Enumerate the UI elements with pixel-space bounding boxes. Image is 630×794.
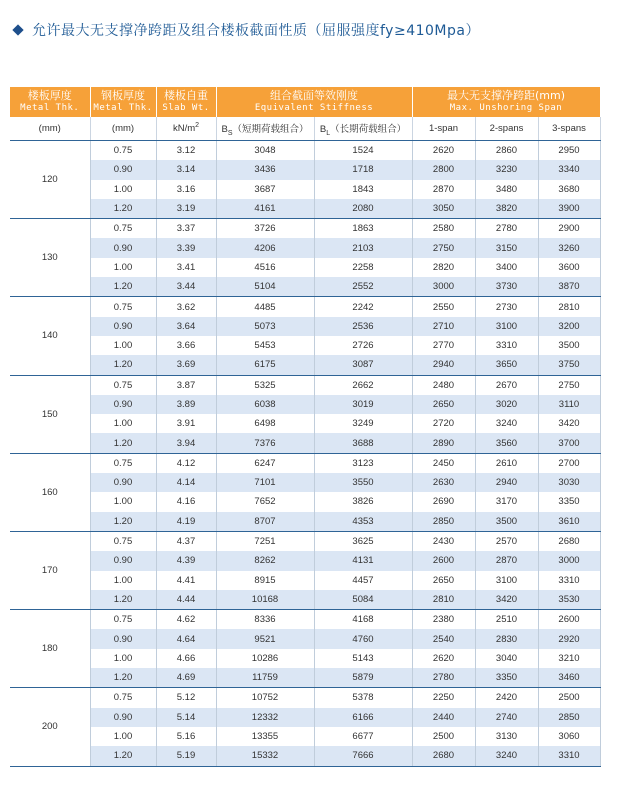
table-row	[10, 277, 600, 297]
span-2-cell: 3100	[475, 317, 538, 336]
unit-slab-thickness: (mm)	[10, 117, 90, 141]
span-1-cell: 2750	[412, 238, 475, 257]
table-row	[10, 336, 600, 355]
span-3-cell: 3350	[538, 492, 600, 511]
span-1-cell: 3050	[412, 199, 475, 219]
metal-thickness-cell: 1.00	[90, 727, 156, 746]
slab-weight-cell: 5.14	[156, 708, 216, 727]
table-row	[10, 590, 600, 610]
span-2-cell: 3730	[475, 277, 538, 297]
bs-stiffness-cell: 7376	[216, 433, 314, 453]
bs-stiffness-cell: 15332	[216, 746, 314, 766]
slab-weight-cell: 3.91	[156, 414, 216, 433]
slab-weight-cell: 3.16	[156, 180, 216, 199]
span-1-cell: 2620	[412, 649, 475, 668]
span-3-cell: 3700	[538, 433, 600, 453]
span-3-cell: 3750	[538, 355, 600, 375]
bl-stiffness-cell: 2552	[314, 277, 412, 297]
span-2-cell: 3560	[475, 433, 538, 453]
properties-table	[10, 87, 601, 767]
bl-stiffness-cell: 5143	[314, 649, 412, 668]
bs-stiffness-cell: 3726	[216, 219, 314, 239]
span-1-cell: 2810	[412, 590, 475, 610]
table-row	[10, 219, 600, 239]
span-3-cell: 3460	[538, 668, 600, 688]
metal-thickness-cell: 0.75	[90, 297, 156, 317]
span-1-cell: 2430	[412, 531, 475, 551]
metal-thickness-cell: 0.75	[90, 141, 156, 161]
span-3-cell: 2950	[538, 141, 600, 161]
bl-stiffness-cell: 5879	[314, 668, 412, 688]
bs-stiffness-cell: 3436	[216, 160, 314, 179]
slab-weight-cell: 4.14	[156, 473, 216, 492]
span-2-cell: 3100	[475, 571, 538, 590]
col-metal-thickness: 钢板厚度 Metal Thk.	[90, 87, 156, 117]
slab-weight-cell: 5.19	[156, 746, 216, 766]
span-2-cell: 3420	[475, 590, 538, 610]
span-3-cell: 2680	[538, 531, 600, 551]
span-1-cell: 2620	[412, 141, 475, 161]
bs-stiffness-cell: 6038	[216, 395, 314, 414]
span-2-cell: 3310	[475, 336, 538, 355]
bs-stiffness-cell: 5325	[216, 375, 314, 395]
table-body	[10, 141, 600, 767]
table-row	[10, 610, 600, 630]
bl-stiffness-cell: 3550	[314, 473, 412, 492]
slab-weight-cell: 3.12	[156, 141, 216, 161]
slab-weight-cell: 4.66	[156, 649, 216, 668]
table-row	[10, 629, 600, 648]
table-row	[10, 375, 600, 395]
span-2-cell: 3040	[475, 649, 538, 668]
slab-weight-cell: 5.12	[156, 688, 216, 708]
span-3-cell: 3610	[538, 512, 600, 532]
slab-weight-cell: 3.66	[156, 336, 216, 355]
metal-thickness-cell: 0.90	[90, 551, 156, 570]
span-2-cell: 3230	[475, 160, 538, 179]
span-2-cell: 2510	[475, 610, 538, 630]
metal-thickness-cell: 1.20	[90, 355, 156, 375]
span-1-cell: 2440	[412, 708, 475, 727]
bl-stiffness-cell: 4457	[314, 571, 412, 590]
table-row	[10, 708, 600, 727]
bl-stiffness-cell: 5084	[314, 590, 412, 610]
span-2-cell: 3130	[475, 727, 538, 746]
metal-thickness-cell: 0.75	[90, 375, 156, 395]
bl-stiffness-cell: 2103	[314, 238, 412, 257]
table-row	[10, 727, 600, 746]
metal-thickness-cell: 1.00	[90, 649, 156, 668]
bl-stiffness-cell: 1524	[314, 141, 412, 161]
table-row	[10, 160, 600, 179]
span-1-cell: 2540	[412, 629, 475, 648]
span-1-cell: 2600	[412, 551, 475, 570]
slab-weight-cell: 3.39	[156, 238, 216, 257]
span-2-cell: 3350	[475, 668, 538, 688]
table-row	[10, 531, 600, 551]
table-row	[10, 199, 600, 219]
diamond-bullet-icon	[12, 24, 23, 35]
table-row	[10, 317, 600, 336]
metal-thickness-cell: 1.20	[90, 746, 156, 766]
table-row	[10, 355, 600, 375]
slab-weight-cell: 4.19	[156, 512, 216, 532]
metal-thickness-cell: 1.20	[90, 433, 156, 453]
bl-stiffness-cell: 7666	[314, 746, 412, 766]
bl-stiffness-cell: 2536	[314, 317, 412, 336]
span-1-cell: 2500	[412, 727, 475, 746]
span-2-cell: 3240	[475, 746, 538, 766]
span-3-cell: 2600	[538, 610, 600, 630]
span-1-cell: 2650	[412, 571, 475, 590]
table-row	[10, 746, 600, 766]
slab-weight-cell: 3.14	[156, 160, 216, 179]
bl-stiffness-cell: 6677	[314, 727, 412, 746]
bl-stiffness-cell: 4131	[314, 551, 412, 570]
metal-thickness-cell: 1.20	[90, 199, 156, 219]
metal-thickness-cell: 1.00	[90, 492, 156, 511]
span-2-cell: 2610	[475, 453, 538, 473]
unit-metal-thickness: (mm)	[90, 117, 156, 141]
table-row	[10, 238, 600, 257]
slab-weight-cell: 4.44	[156, 590, 216, 610]
span-3-cell: 2900	[538, 219, 600, 239]
bs-stiffness-cell: 5453	[216, 336, 314, 355]
span-2-cell: 3650	[475, 355, 538, 375]
unit-bl: $B_L$（长期荷载组合）	[314, 117, 412, 141]
span-2-cell: 2740	[475, 708, 538, 727]
table-row	[10, 551, 600, 570]
slab-weight-cell: 3.62	[156, 297, 216, 317]
span-3-cell: 3310	[538, 571, 600, 590]
bs-stiffness-cell: 10286	[216, 649, 314, 668]
span-3-cell: 3900	[538, 199, 600, 219]
span-1-cell: 2710	[412, 317, 475, 336]
metal-thickness-cell: 1.20	[90, 668, 156, 688]
span-3-cell: 3000	[538, 551, 600, 570]
bs-stiffness-cell: 7652	[216, 492, 314, 511]
bl-stiffness-cell: 2258	[314, 258, 412, 277]
span-1-cell: 2720	[412, 414, 475, 433]
span-1-cell: 2550	[412, 297, 475, 317]
bl-stiffness-cell: 6166	[314, 708, 412, 727]
span-1-cell: 2890	[412, 433, 475, 453]
metal-thickness-cell: 0.90	[90, 708, 156, 727]
span-1-cell: 2480	[412, 375, 475, 395]
span-1-cell: 2580	[412, 219, 475, 239]
span-2-cell: 2830	[475, 629, 538, 648]
table-row	[10, 180, 600, 199]
bl-stiffness-cell: 3019	[314, 395, 412, 414]
table-row	[10, 473, 600, 492]
bs-stiffness-cell: 8915	[216, 571, 314, 590]
metal-thickness-cell: 0.90	[90, 395, 156, 414]
slab-weight-cell: 4.41	[156, 571, 216, 590]
span-1-cell: 2680	[412, 746, 475, 766]
bs-stiffness-cell: 4161	[216, 199, 314, 219]
metal-thickness-cell: 0.90	[90, 160, 156, 179]
metal-thickness-cell: 1.00	[90, 571, 156, 590]
span-3-cell: 3260	[538, 238, 600, 257]
bs-stiffness-cell: 3687	[216, 180, 314, 199]
span-2-cell: 2670	[475, 375, 538, 395]
span-3-cell: 2810	[538, 297, 600, 317]
span-3-cell: 3110	[538, 395, 600, 414]
bl-stiffness-cell: 2080	[314, 199, 412, 219]
span-3-cell: 2500	[538, 688, 600, 708]
span-3-cell: 3060	[538, 727, 600, 746]
span-1-cell: 2690	[412, 492, 475, 511]
bs-stiffness-cell: 8262	[216, 551, 314, 570]
table-row	[10, 649, 600, 668]
table-row	[10, 688, 600, 708]
unit-bs: $B_S$（短期荷载组合）	[216, 117, 314, 141]
bs-stiffness-cell: 5073	[216, 317, 314, 336]
bl-stiffness-cell: 3087	[314, 355, 412, 375]
unit-2-spans: 2-spans	[475, 117, 538, 141]
slab-weight-cell: 3.69	[156, 355, 216, 375]
span-1-cell: 2870	[412, 180, 475, 199]
bs-stiffness-cell: 7101	[216, 473, 314, 492]
title-text: 允许最大无支撑净跨距及组合楼板截面性质（屈服强度fy≥410Mpa）	[32, 23, 480, 39]
bl-stiffness-cell: 1843	[314, 180, 412, 199]
span-2-cell: 3480	[475, 180, 538, 199]
bl-stiffness-cell: 2242	[314, 297, 412, 317]
slab-thickness-cell: 160	[10, 453, 90, 531]
table-row	[10, 141, 600, 161]
metal-thickness-cell: 0.75	[90, 688, 156, 708]
span-1-cell: 2940	[412, 355, 475, 375]
span-1-cell: 2630	[412, 473, 475, 492]
span-1-cell: 2850	[412, 512, 475, 532]
metal-thickness-cell: 1.00	[90, 180, 156, 199]
slab-weight-cell: 3.87	[156, 375, 216, 395]
bs-stiffness-cell: 6247	[216, 453, 314, 473]
span-2-cell: 2860	[475, 141, 538, 161]
col-slab-weight: 楼板自重 Slab Wt.	[156, 87, 216, 117]
col-slab-thickness: 楼板厚度 Metal Thk.	[10, 87, 90, 117]
metal-thickness-cell: 1.20	[90, 277, 156, 297]
span-1-cell: 2770	[412, 336, 475, 355]
bs-stiffness-cell: 6175	[216, 355, 314, 375]
metal-thickness-cell: 0.90	[90, 629, 156, 648]
span-2-cell: 2730	[475, 297, 538, 317]
table-row	[10, 414, 600, 433]
bl-stiffness-cell: 3625	[314, 531, 412, 551]
bl-stiffness-cell: 1718	[314, 160, 412, 179]
table-row	[10, 433, 600, 453]
metal-thickness-cell: 0.75	[90, 610, 156, 630]
slab-weight-cell: 4.69	[156, 668, 216, 688]
span-2-cell: 3400	[475, 258, 538, 277]
span-1-cell: 2820	[412, 258, 475, 277]
span-1-cell: 2380	[412, 610, 475, 630]
bs-stiffness-cell: 12332	[216, 708, 314, 727]
slab-thickness-cell: 180	[10, 610, 90, 688]
table-row	[10, 512, 600, 532]
bl-stiffness-cell: 3123	[314, 453, 412, 473]
table-row	[10, 297, 600, 317]
unit-3-spans: 3-spans	[538, 117, 600, 141]
metal-thickness-cell: 0.90	[90, 317, 156, 336]
span-3-cell: 3200	[538, 317, 600, 336]
span-3-cell: 2850	[538, 708, 600, 727]
span-3-cell: 3210	[538, 649, 600, 668]
table-row	[10, 395, 600, 414]
metal-thickness-cell: 0.90	[90, 473, 156, 492]
slab-thickness-cell: 130	[10, 219, 90, 297]
span-3-cell: 3340	[538, 160, 600, 179]
span-2-cell: 3150	[475, 238, 538, 257]
metal-thickness-cell: 0.75	[90, 219, 156, 239]
span-3-cell: 3420	[538, 414, 600, 433]
span-1-cell: 2650	[412, 395, 475, 414]
bl-stiffness-cell: 3249	[314, 414, 412, 433]
slab-weight-cell: 4.16	[156, 492, 216, 511]
bl-stiffness-cell: 2662	[314, 375, 412, 395]
units-row	[10, 117, 600, 141]
span-3-cell: 3500	[538, 336, 600, 355]
span-1-cell: 2800	[412, 160, 475, 179]
unit-1-span: 1-span	[412, 117, 475, 141]
table-row	[10, 453, 600, 473]
span-2-cell: 3500	[475, 512, 538, 532]
bs-stiffness-cell: 7251	[216, 531, 314, 551]
span-3-cell: 3530	[538, 590, 600, 610]
metal-thickness-cell: 1.00	[90, 258, 156, 277]
span-2-cell: 2570	[475, 531, 538, 551]
bs-stiffness-cell: 11759	[216, 668, 314, 688]
span-2-cell: 2870	[475, 551, 538, 570]
span-2-cell: 3170	[475, 492, 538, 511]
bs-stiffness-cell: 10752	[216, 688, 314, 708]
slab-thickness-cell: 150	[10, 375, 90, 453]
slab-weight-cell: 3.37	[156, 219, 216, 239]
bs-stiffness-cell: 4516	[216, 258, 314, 277]
span-1-cell: 2450	[412, 453, 475, 473]
slab-weight-cell: 3.64	[156, 317, 216, 336]
bl-stiffness-cell: 2726	[314, 336, 412, 355]
span-3-cell: 3310	[538, 746, 600, 766]
span-2-cell: 2420	[475, 688, 538, 708]
span-3-cell: 2700	[538, 453, 600, 473]
bl-stiffness-cell: 4353	[314, 512, 412, 532]
bl-stiffness-cell: 5378	[314, 688, 412, 708]
slab-weight-cell: 4.37	[156, 531, 216, 551]
metal-thickness-cell: 1.00	[90, 414, 156, 433]
header-row	[10, 87, 600, 117]
bs-stiffness-cell: 6498	[216, 414, 314, 433]
bs-stiffness-cell: 3048	[216, 141, 314, 161]
slab-weight-cell: 4.62	[156, 610, 216, 630]
slab-weight-cell: 3.41	[156, 258, 216, 277]
span-2-cell: 2780	[475, 219, 538, 239]
bs-stiffness-cell: 9521	[216, 629, 314, 648]
page-title	[10, 18, 480, 42]
table-row	[10, 492, 600, 511]
span-3-cell: 2920	[538, 629, 600, 648]
span-3-cell: 3600	[538, 258, 600, 277]
col-equivalent-stiffness: 组合截面等效刚度 Equivalent Stiffness	[216, 87, 412, 117]
slab-thickness-cell: 200	[10, 688, 90, 766]
slab-weight-cell: 3.94	[156, 433, 216, 453]
bs-stiffness-cell: 5104	[216, 277, 314, 297]
slab-thickness-cell: 120	[10, 141, 90, 219]
slab-weight-cell: 3.19	[156, 199, 216, 219]
bs-stiffness-cell: 8707	[216, 512, 314, 532]
span-2-cell: 3020	[475, 395, 538, 414]
span-1-cell: 2250	[412, 688, 475, 708]
metal-thickness-cell: 0.75	[90, 453, 156, 473]
bl-stiffness-cell: 4168	[314, 610, 412, 630]
span-2-cell: 2940	[475, 473, 538, 492]
table-row	[10, 258, 600, 277]
span-3-cell: 3680	[538, 180, 600, 199]
slab-thickness-cell: 140	[10, 297, 90, 375]
table-row	[10, 571, 600, 590]
span-3-cell: 3030	[538, 473, 600, 492]
slab-weight-cell: 3.89	[156, 395, 216, 414]
span-2-cell: 3240	[475, 414, 538, 433]
span-1-cell: 2780	[412, 668, 475, 688]
bs-stiffness-cell: 13355	[216, 727, 314, 746]
metal-thickness-cell: 1.20	[90, 590, 156, 610]
metal-thickness-cell: 0.75	[90, 531, 156, 551]
bs-stiffness-cell: 4485	[216, 297, 314, 317]
slab-weight-cell: 4.12	[156, 453, 216, 473]
metal-thickness-cell: 0.90	[90, 238, 156, 257]
bs-stiffness-cell: 8336	[216, 610, 314, 630]
span-1-cell: 3000	[412, 277, 475, 297]
slab-weight-cell: 4.64	[156, 629, 216, 648]
bs-stiffness-cell: 10168	[216, 590, 314, 610]
span-2-cell: 3820	[475, 199, 538, 219]
span-3-cell: 2750	[538, 375, 600, 395]
slab-weight-cell: 3.44	[156, 277, 216, 297]
slab-weight-cell: 4.39	[156, 551, 216, 570]
metal-thickness-cell: 1.00	[90, 336, 156, 355]
bl-stiffness-cell: 3688	[314, 433, 412, 453]
slab-thickness-cell: 170	[10, 531, 90, 609]
table-row	[10, 668, 600, 688]
bl-stiffness-cell: 1863	[314, 219, 412, 239]
metal-thickness-cell: 1.20	[90, 512, 156, 532]
bl-stiffness-cell: 3826	[314, 492, 412, 511]
unit-slab-weight: $kN/m^2$	[156, 117, 216, 141]
bs-stiffness-cell: 4206	[216, 238, 314, 257]
span-3-cell: 3870	[538, 277, 600, 297]
col-max-unshoring-span: 最大无支撑净跨距(mm) Max. Unshoring Span	[412, 87, 600, 117]
slab-weight-cell: 5.16	[156, 727, 216, 746]
bl-stiffness-cell: 4760	[314, 629, 412, 648]
